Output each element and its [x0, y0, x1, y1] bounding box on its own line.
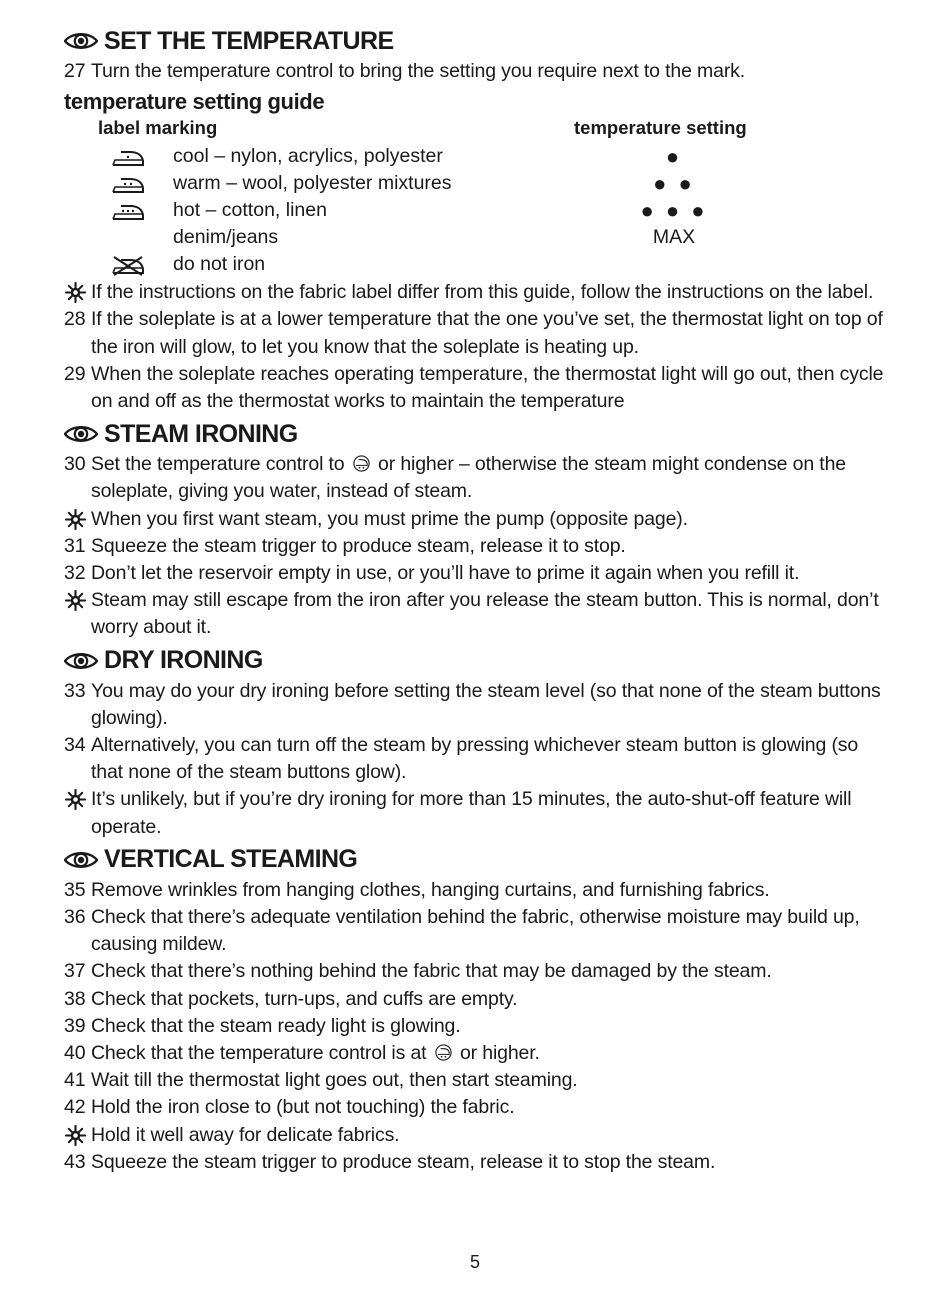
step-text: Check that there’s adequate ventilation behind the fabric, otherwise moisture may build up, causing mildew.	[91, 906, 860, 956]
step-number: 41	[64, 1069, 86, 1092]
guide-row-warm	[64, 170, 894, 197]
tip-star-icon	[65, 509, 86, 530]
step-42	[64, 1094, 894, 1121]
tip-auto-shut-off	[64, 786, 894, 840]
temperature-guide-table	[64, 117, 894, 277]
eye-icon	[64, 850, 98, 870]
tip-delicate-fabrics	[64, 1122, 894, 1149]
step-37	[64, 958, 894, 985]
step-31	[64, 533, 894, 560]
temperature-setting-icon	[352, 454, 371, 473]
step-text: Check that the steam ready light is glowing.	[91, 1014, 461, 1037]
step-38	[64, 986, 894, 1013]
step-number: 39	[64, 1014, 86, 1037]
section-title: DRY IRONING	[104, 646, 263, 675]
step-39	[64, 1013, 894, 1040]
column-header-temperature-setting: temperature setting	[574, 117, 747, 139]
manual-page	[64, 24, 894, 1176]
guide-row-desc: denim/jeans	[173, 226, 279, 249]
section-title: VERTICAL STEAMING	[104, 845, 358, 874]
guide-row-temp: ● ●	[653, 171, 695, 197]
step-35	[64, 877, 894, 904]
tip-star-icon	[65, 1125, 86, 1146]
step-number: 27	[64, 60, 86, 82]
guide-row-denim	[64, 224, 894, 251]
step-number: 33	[64, 679, 86, 702]
temperature-setting-icon	[434, 1043, 453, 1062]
step-text: Squeeze the steam trigger to produce steam, release it to stop.	[91, 534, 626, 557]
section-title: SET THE TEMPERATURE	[104, 26, 394, 55]
step-text: Turn the temperature control to bring the setting you require next to the mark.	[91, 60, 746, 82]
section-heading-dry-ironing	[64, 644, 894, 678]
step-text-after: or higher.	[459, 1042, 540, 1065]
tip-text: When you first want steam, you must prime the pump (opposite page).	[91, 507, 688, 530]
iron-two-dots-icon	[111, 173, 145, 195]
iron-one-dot-icon	[111, 146, 145, 168]
guide-row-temp: ● ● ●	[640, 198, 708, 224]
eye-icon	[64, 424, 98, 444]
section-heading-steam-ironing	[64, 417, 894, 451]
step-40	[64, 1040, 894, 1067]
step-text-before: Set the temperature control to	[91, 453, 345, 476]
guide-row-desc: warm – wool, polyester mixtures	[173, 172, 452, 195]
guide-row-desc: hot – cotton, linen	[173, 199, 327, 222]
step-text: Alternatively, you can turn off the steam by pressing whichever steam button is glowing (so that none of the steam buttons glow).	[91, 734, 859, 784]
step-number: 35	[64, 878, 86, 901]
step-33	[64, 678, 894, 732]
step-text: Don’t let the reservoir empty in use, or you’ll have to prime it again when you refill it.	[91, 562, 800, 585]
page-number: 5	[469, 1252, 480, 1272]
guide-row-temp: MAX	[652, 226, 696, 249]
tip-star-icon	[65, 590, 86, 611]
guide-row-do-not-iron	[64, 251, 894, 278]
step-number: 40	[64, 1042, 86, 1065]
step-number: 42	[64, 1096, 86, 1119]
step-text: Check that pockets, turn-ups, and cuffs are empty.	[91, 987, 518, 1010]
iron-three-dots-icon	[111, 200, 145, 222]
step-number: 31	[64, 534, 86, 557]
step-text: Remove wrinkles from hanging clothes, hanging curtains, and furnishing fabrics.	[91, 878, 770, 901]
tip-text: Steam may still escape from the iron after you release the steam button. This is normal, don’t worry about it.	[91, 589, 879, 639]
step-36	[64, 904, 894, 958]
section-heading-set-temperature	[64, 24, 894, 58]
step-number: 32	[64, 562, 86, 585]
step-text: If the soleplate is at a lower temperature that the one you’ve set, the thermostat light on top of the iron will glow, to let you know that the soleplate is heating up.	[91, 308, 883, 358]
step-number: 43	[64, 1150, 86, 1173]
step-41	[64, 1067, 894, 1094]
column-header-label-marking: label marking	[98, 117, 218, 139]
eye-icon	[64, 651, 98, 671]
step-number: 36	[64, 906, 86, 929]
step-43	[64, 1149, 894, 1176]
tip-star-icon	[65, 282, 86, 303]
tip-text: If the instructions on the fabric label differ from this guide, follow the instructions on the label.	[91, 281, 874, 304]
step-text: You may do your dry ironing before setting the steam level (so that none of the steam buttons glowing).	[91, 679, 881, 729]
tip-text: It’s unlikely, but if you’re dry ironing for more than 15 minutes, the auto-shut-off feature will operate.	[91, 788, 852, 838]
step-number: 29	[64, 362, 86, 385]
tip-label-instructions	[64, 279, 894, 306]
step-32	[64, 560, 894, 587]
guide-row-cool	[64, 143, 894, 170]
step-text: Squeeze the steam trigger to produce steam, release it to stop the steam.	[91, 1150, 716, 1173]
step-number: 34	[64, 734, 86, 757]
section-heading-vertical-steaming	[64, 843, 894, 877]
guide-title: temperature setting guide	[64, 89, 325, 115]
guide-row-desc: cool – nylon, acrylics, polyester	[173, 145, 443, 168]
step-number: 30	[64, 453, 86, 476]
step-27	[64, 58, 894, 85]
step-number: 28	[64, 308, 86, 331]
step-text-after: or higher – otherwise the steam might condense on the soleplate, giving you water, instead of steam.	[91, 453, 846, 503]
tip-star-icon	[65, 789, 86, 810]
step-28	[64, 306, 894, 360]
tip-text: Hold it well away for delicate fabrics.	[91, 1123, 400, 1146]
step-text: Wait till the thermostat light goes out, then start steaming.	[91, 1069, 578, 1092]
guide-row-temp: ●	[665, 144, 683, 170]
tip-steam-escape	[64, 587, 894, 641]
tip-prime-pump	[64, 506, 894, 533]
step-text-before: Check that the temperature control is at	[91, 1042, 427, 1065]
step-text: Hold the iron close to (but not touching) the fabric.	[91, 1096, 515, 1119]
guide-row-hot	[64, 197, 894, 224]
step-number: 37	[64, 960, 86, 983]
iron-crossed-icon	[111, 254, 145, 276]
section-title: STEAM IRONING	[104, 419, 298, 448]
step-number: 38	[64, 987, 86, 1010]
guide-row-desc: do not iron	[173, 253, 266, 276]
eye-icon	[64, 31, 98, 51]
step-34	[64, 732, 894, 786]
step-30	[64, 451, 894, 505]
step-29	[64, 361, 894, 415]
step-text: Check that there’s nothing behind the fabric that may be damaged by the steam.	[91, 960, 772, 983]
step-text: When the soleplate reaches operating temperature, the thermostat light will go out, then cycle on and off as the thermostat works to maintain the temperature	[91, 362, 884, 413]
